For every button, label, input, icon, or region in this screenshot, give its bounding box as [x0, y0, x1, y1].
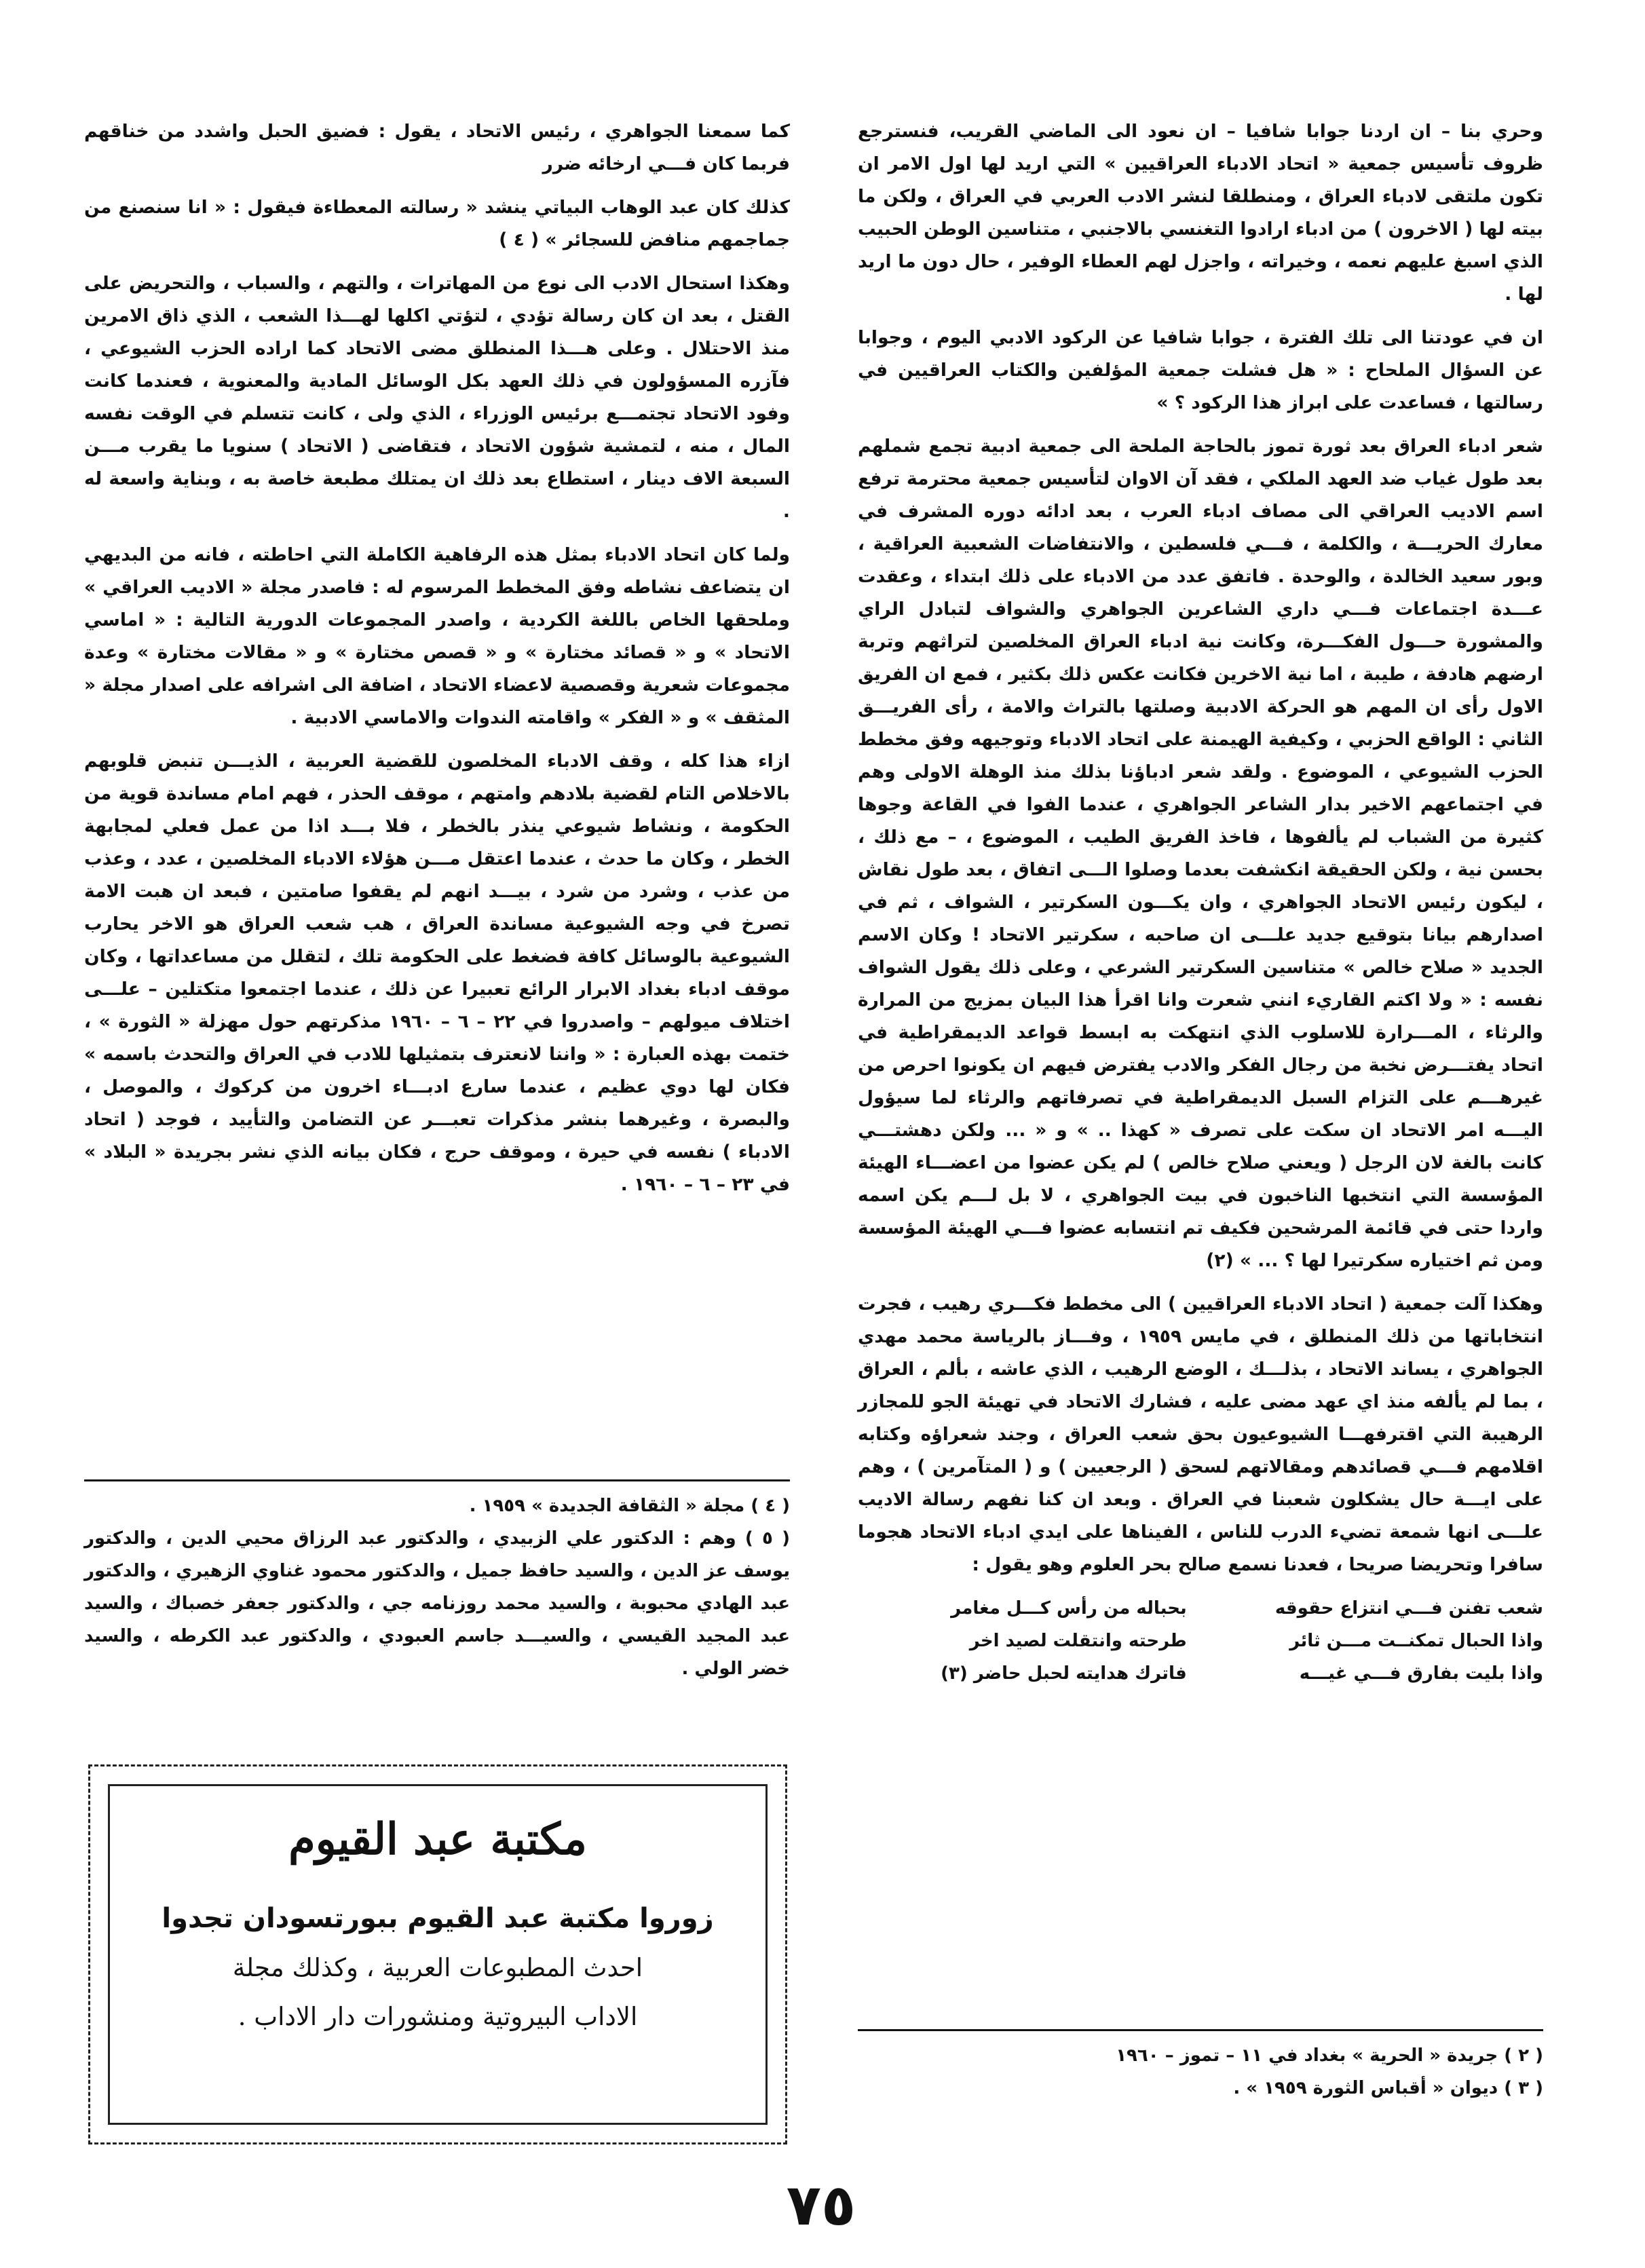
advert-title: مكتبة عبد القيوم	[288, 1814, 587, 1865]
footnote-divider	[84, 1479, 790, 1481]
paragraph: شعر ادباء العراق بعد ثورة تموز بالحاجة الملحة الى جمعية ادبية تجمع شملهم بعد طول غياب ضد العهد الملكي ، فقد آن الاوان لتأسيس جمعية محترمة ترفع اسم الاديب العراقي الى مصاف ادباء العرب ، بعد ادائه دوره المشرف في معارك الحريـــة ، والكلمة ، فـــي فلسطين ، والانتفاضات الشعبية العراقية ، وبور سعيد الخالدة ، والوحدة . فاتفق عدد من الادباء على ذلك ابتداء ، وعقدت عـــدة اجتماعات فـــي داري الشاعرين الجواهري والشواف لتبادل الراي والمشورة حـــول الفكـــرة، وكانت نية ادباء العراق المخلصين لتراثهم وتربة ارضهم هادفة ، طيبة ، اما نية الاخرين فكانت عكس ذلك بكثير ، فمع ان الفريق الاول رأى ان المهم هو الحركة الادبية وصلتها بالتراث والامة ، رأى الفريـــق الثاني : الواقع الحزبي ، وكيفية الهيمنة على اتحاد الادباء وتوجيهه وفق مخطط الحزب الشيوعي ، الموضوع . ولقد شعر ادباؤنا بذلك منذ الوهلة الاولى وهم في اجتماعهم الاخير بدار الشاعر الجواهري ، عندما الفوا في القاعة وجوها كثيرة من الشباب لم يألفوها ، فاخذ الفريق الطيب ، الموضوع ، – مع ذلك ، بحسن نية ، ولكن الحقيقة انكشفت بعدما وصلوا الـــى اتفاق ، بعد طول نقاش ، ليكون رئيس الاتحاد الجواهري ، وان يكـــون السكرتير ، الشواف ، ثم في اصدارهم بيانا بتوقيع جديد علـــى ان صاحبه ، سكرتير الاتحاد ! وكان الاسم الجديد « صلاح خالص » متناسين السكرتير الشرعي ، وعلى ذلك يقول الشواف نفسه : « ولا اكتم القاريء انني شعرت وانا اقرأ هذا البيان بمزيج من المرارة والرثاء ، المـــرارة للاسلوب الذي انتهكت به ابسط قواعد الديمقراطية في اتحاد يفتـــرض نخبة من رجال الفكر والادب يفترض فيهم ان يكونوا احرص من غيرهـــم على التزام السبل الديمقراطية في تصرفاتهم والرثاء لما سيؤول اليـــه امر الاتحاد ان سكت على تصرف « كهذا .. » و « ... ولكن دهشتـــي كانت بالغة لان الرجل ( ويعني صلاح خالص ) لم يكن عضوا من اعضـــاء الهيئة المؤسسة التي انتخبها الناخبون في بيت الجواهري ، لا بل لـــم يكن اسمه واردا حتى في قائمة المرشحين فكيف تم انتسابه عضوا فـــي الهيئة المؤسسة ومن ثم اختياره سكرتيرا لها ؟ ... » (٢)	[858, 436, 1543, 1271]
footnote-divider	[858, 2029, 1543, 2031]
poem	[858, 1592, 1543, 1690]
verse-second-half: فاترك هدايته لحبل حاضر (٣)	[941, 1663, 1187, 1684]
poem-verse	[858, 1592, 1543, 1625]
advert-frame	[108, 1784, 768, 2125]
left-footnotes	[84, 1490, 790, 1685]
advert-subtitle: زوروا مكتبة عبد القيوم ببورتسودان تجدوا	[162, 1903, 714, 1934]
right-column	[858, 115, 1543, 1697]
verse-second-half: طرحته وانتقلت لصيد اخر	[969, 1631, 1187, 1651]
verse-first-half: واذا الحبال تمكنــت مـــن ثائر	[1289, 1631, 1543, 1651]
paragraph: كما سمعنا الجواهري ، رئيس الاتحاد ، يقول : فضيق الحبل واشدد من خناقهم فربما كان فـــي ارخائه ضرر	[84, 121, 790, 174]
advert-line: احدث المطبوعات العربية ، وكذلك مجلة	[232, 1953, 643, 1982]
paragraph: ان في عودتنا الى تلك الفترة ، جوابا شافيا عن الركود الادبي اليوم ، وجوابا عن السؤال الملحاح : « هل فشلت جمعية المؤلفين والكتاب العراقيين في رسالتها ، فساعدت على ابراز هذا الركود ؟ »	[858, 327, 1543, 413]
paragraph: كذلك كان عبد الوهاب البياتي ينشد « رسالته المعطاءة فيقول : « انا سنصنع من جماجمهم منافض للسجائر » ( ٤ )	[84, 197, 790, 250]
poem-verse	[858, 1625, 1543, 1657]
verse-first-half: واذا بليت بفارق فـــي غيـــه	[1299, 1663, 1543, 1684]
verse-first-half: شعب تفنن فـــي انتزاع حقوقه	[1274, 1598, 1543, 1619]
paragraph: وهكذا آلت جمعية ( اتحاد الادباء العراقيين ) الى مخطط فكـــري رهيب ، فجرت انتخاباتها من ذلك المنطلق ، في مايس ١٩٥٩ ، وفـــاز بالرياسة محمد مهدي الجواهري ، يساند الاتحاد ، بذلـــك ، الوضع الرهيب ، الذي عاشه ، بألم ، العراق ، بما لم يألفه منذ اي عهد مضى عليه ، فشارك الاتحاد في تهيئة الجو للمجازر الرهيبة التي اقترفهـــا الشيوعيون بحق شعب العراق ، وجند شعراؤه وكتابه اقلامهم فـــي قصائدهم ومقالاتهم لسحق ( الرجعيين ) و ( المتآمرين ) ، وهم على ايـــة حال يشكلون شعبنا في العراق . وبعد ان كنا نفهم رسالة الاديب علـــى انها شمعة تضيء الدرب للناس ، الفيناها على ايدي ادباء الاتحاد هجوما سافرا وتحريضا صريحا ، فعدنا نسمع صالح بحر العلوم وهو يقول :	[858, 1293, 1543, 1575]
footnote: ( ٤ ) مجلة « الثقافة الجديدة » ١٩٥٩ .	[469, 1496, 790, 1516]
paragraph: وحري بنا – ان اردنا جوابا شافيا – ان نعود الى الماضي القريب، فنسترجع ظروف تأسيس جمعية « اتحاد الادباء العراقيين » التي اريد لها اول الامر ان تكون ملتقى لادباء العراق ، ومنطلقا لنشر الادب العربي في العراق ، ولكن ما بيته لها ( الاخرون ) من ادباء ارادوا التغنسي بالاجنبي ، متناسين الوطن الحبيب الذي اسبغ عليهم نعمه ، وخيراته ، واجزل لهم العطاء الوفير ، حال دون ما اريد لها .	[858, 121, 1543, 305]
footnote: ( ٥ ) وهم : الدكتور علي الزبيدي ، والدكتور عبد الرزاق محيي الدين ، والدكتور يوسف عز الدين ، والسيد حافظ جميل ، والدكتور محمود غناوي الزهيري ، والدكتور عبد الهادي محبوبة ، والسيد محمد روزنامه جي ، والدكتور جعفر خصباك ، والسيد عبد المجيد القيسي ، والسيـــد جاسم العبودي ، والدكتور عبد الكرطه ، والسيد خضر الولي .	[84, 1528, 791, 1679]
paragraph: ولما كان اتحاد الادباء بمثل هذه الرفاهية الكاملة التي احاطته ، فانه من البديهي ان يتضاعف نشاطه وفق المخطط المرسوم له : فاصدر مجلة « الاديب العراقي » وملحقها الخاص باللغة الكردية ، واصدر المجموعات الدورية التالية : « اماسي الاتحاد » و « قصائد مختارة » و « قصص مختارة » و « مقالات مختارة » وعدة مجموعات شعرية وقصصية لاعضاء الاتحاد ، اضافة الى اشرافه على اصدار مجلة « المثقف » و « الفكر » واقامته الندوات والاماسي الادبية .	[84, 544, 790, 728]
page-number: ٧٥	[786, 2172, 856, 2238]
advert-line: الاداب البيروتية ومنشورات دار الاداب .	[238, 2002, 638, 2031]
poem-verse	[858, 1657, 1543, 1690]
footnote: ( ٢ ) جريدة « الحرية » بغداد في ١١ – تموز – ١٩٦٠	[1116, 2045, 1543, 2066]
right-footnotes	[858, 2039, 1543, 2104]
footnote: ( ٣ ) ديوان « أقباس الثورة ١٩٥٩ » .	[1233, 2078, 1543, 2098]
paragraph: وهكذا استحال الادب الى نوع من المهاترات ، والتهم ، والسباب ، والتحريض على القتل ، بعد ان كان رسالة تؤدي ، لتؤتي اكلها لهـــذا الشعب ، الذي ذاق الامرين منذ الاحتلال . وعلى هـــذا المنطلق مضى الاتحاد كما اراده الحزب الشيوعي ، فآزره المسؤولون في ذلك العهد بكل الوسائل المادية والمعنوية ، فعندما كانت وفود الاتحاد تجتمـــع برئيس الوزراء ، الذي ولى ، كانت تتسلم في الوقت نفسه المال ، منه ، لتمشية شؤون الاتحاد ، فتقاضى ( الاتحاد ) سنويا ما يقرب مـــن السبعة الاف دينار ، استطاع بعد ذلك ان يمتلك مطبعة خاصة به ، وبناية واسعة له .	[84, 273, 790, 522]
bookstore-advert	[88, 1764, 787, 2144]
verse-second-half: بحباله من رأس كـــل مغامر	[951, 1598, 1187, 1619]
left-column	[84, 115, 790, 1212]
paragraph: ازاء هذا كله ، وقف الادباء المخلصون للقضية العربية ، الذيـــن تنبض قلوبهم بالاخلاص التام لقضية بلادهم وامتهم ، موقف الحذر ، فهم امام مساندة قوية من الحكومة ، ونشاط شيوعي ينذر بالخطر ، فلا بـــد اذا من عمل فعلي لمجابهة الخطر ، وكان ما حدث ، عندما اعتقل مـــن هؤلاء الادباء المخلصين ، عدد ، وعذب من عذب ، وشرد من شرد ، بيـــد انهم لم يقفوا صامتين ، فبعد ان هبت الامة تصرخ في وجه الشيوعية مساندة العراق ، هب شعب العراق هو الاخر يحارب الشيوعية بالوسائل كافة فضغط على الحكومة تلك ، لتقلل من مساعداتها ، وكان موقف ادباء بغداد الابرار الرائع تعبيرا عن ذلك ، عندما اجتمعوا متكتلين – علـــى اختلاف ميولهم – واصدروا في ٢٢ – ٦ – ١٩٦٠ مذكرتهم حول مهزلة « الثورة » ، ختمت بهذه العبارة : « واننا لانعترف بتمثيلها للادب في العراق والتحدث باسمه » فكان لها دوي عظيم ، عندما سارع ادبـــاء اخرون من كركوك ، والموصل ، والبصرة ، وغيرهما بنشر مذكرات تعبـــر عن التضامن والتأييد ، فوجد ( اتحاد الادباء ) نفسه في حيرة ، وموقف حرج ، فكان بيانه الذي نشر بجريدة « البلاد » في ٢٣ – ٦ – ١٩٦٠ .	[84, 751, 791, 1195]
